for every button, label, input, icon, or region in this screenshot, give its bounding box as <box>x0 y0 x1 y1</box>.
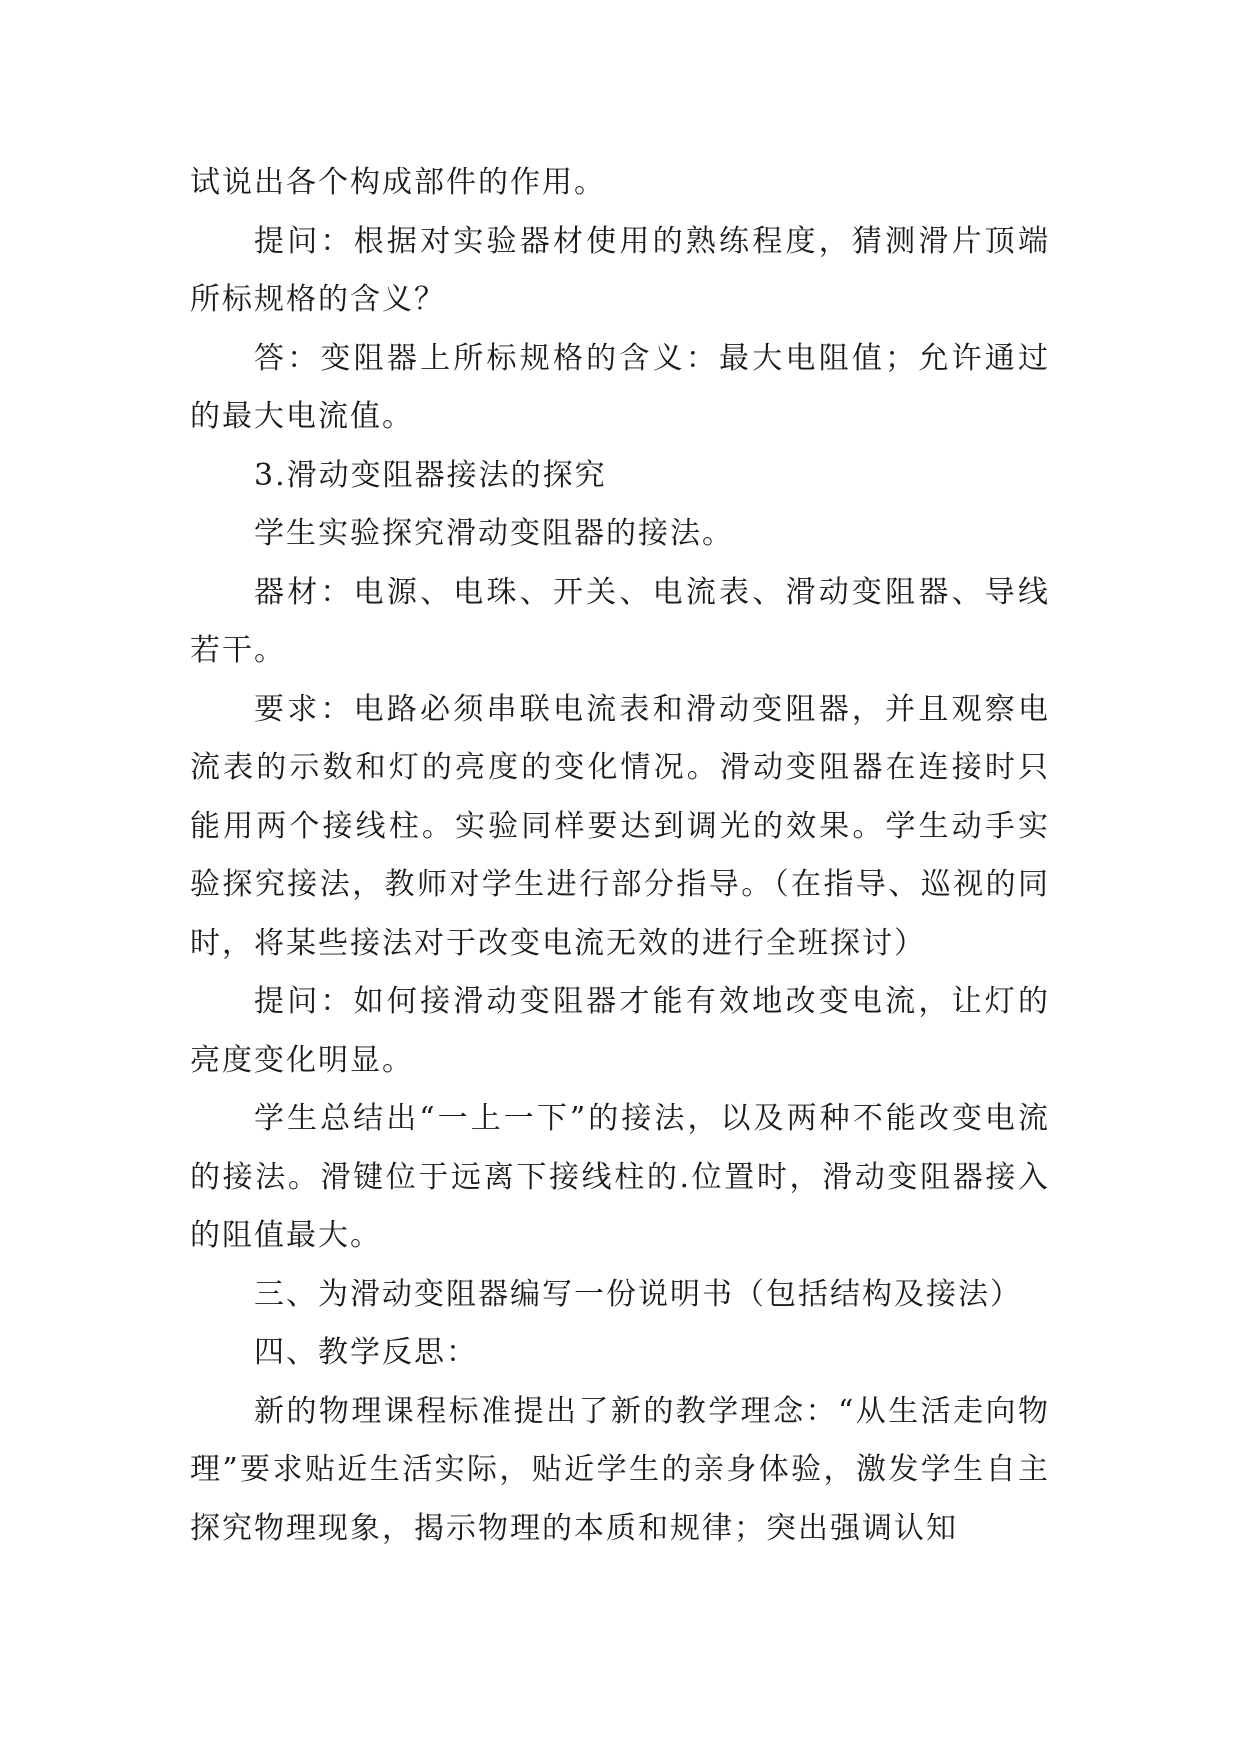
paragraph-answer-spec: 答：变阻器上所标规格的含义：最大电阻值；允许通过的最大电流值。 <box>190 340 1050 434</box>
document-page <box>190 154 1050 1558</box>
paragraph-reflection: 新的物理课程标准提出了新的教学理念：“从生活走向物理”要求贴近生活实际，贴近学生的亲身体验，激发学生自主探究物理现象，揭示物理的本质和规律；突出强调认知 <box>190 1393 1050 1546</box>
paragraph-student-experiment: 学生实验探究滑动变阻器的接法。 <box>254 516 734 551</box>
paragraph-student-summary: 学生总结出“一上一下”的接法，以及两种不能改变电流的接法。滑键位于远离下接线柱的.位置时，滑动变阻器接入的阻值最大。 <box>190 1101 1050 1253</box>
section-heading-wiring: 3.滑动变阻器接法的探究 <box>254 457 607 493</box>
section-heading-reflection: 四、教学反思： <box>254 1335 478 1370</box>
paragraph-question-spec: 提问：根据对实验器材使用的熟练程度，猜测滑片顶端所标规格的含义？ <box>190 223 1050 317</box>
paragraph-equipment: 器材：电源、电珠、开关、电流表、滑动变阻器、导线若干。 <box>190 574 1050 668</box>
paragraph-question-wiring: 提问：如何接滑动变阻器才能有效地改变电流，让灯的亮度变化明显。 <box>190 984 1050 1078</box>
paragraph-continuation: 试说出各个构成部件的作用。 <box>190 165 606 200</box>
paragraph-requirements: 要求：电路必须串联电流表和滑动变阻器，并且观察电流表的示数和灯的亮度的变化情况。滑动变阻器在连接时只能用两个接线柱。实验同样要达到调光的效果。学生动手实验探究接法，教师对学生进行部分指导。（在指导、巡视的同时，将某些接法对于改变电流无效的进行全班探讨） <box>190 691 1050 961</box>
section-heading-manual: 三、为滑动变阻器编写一份说明书（包括结构及接法） <box>254 1276 1022 1312</box>
